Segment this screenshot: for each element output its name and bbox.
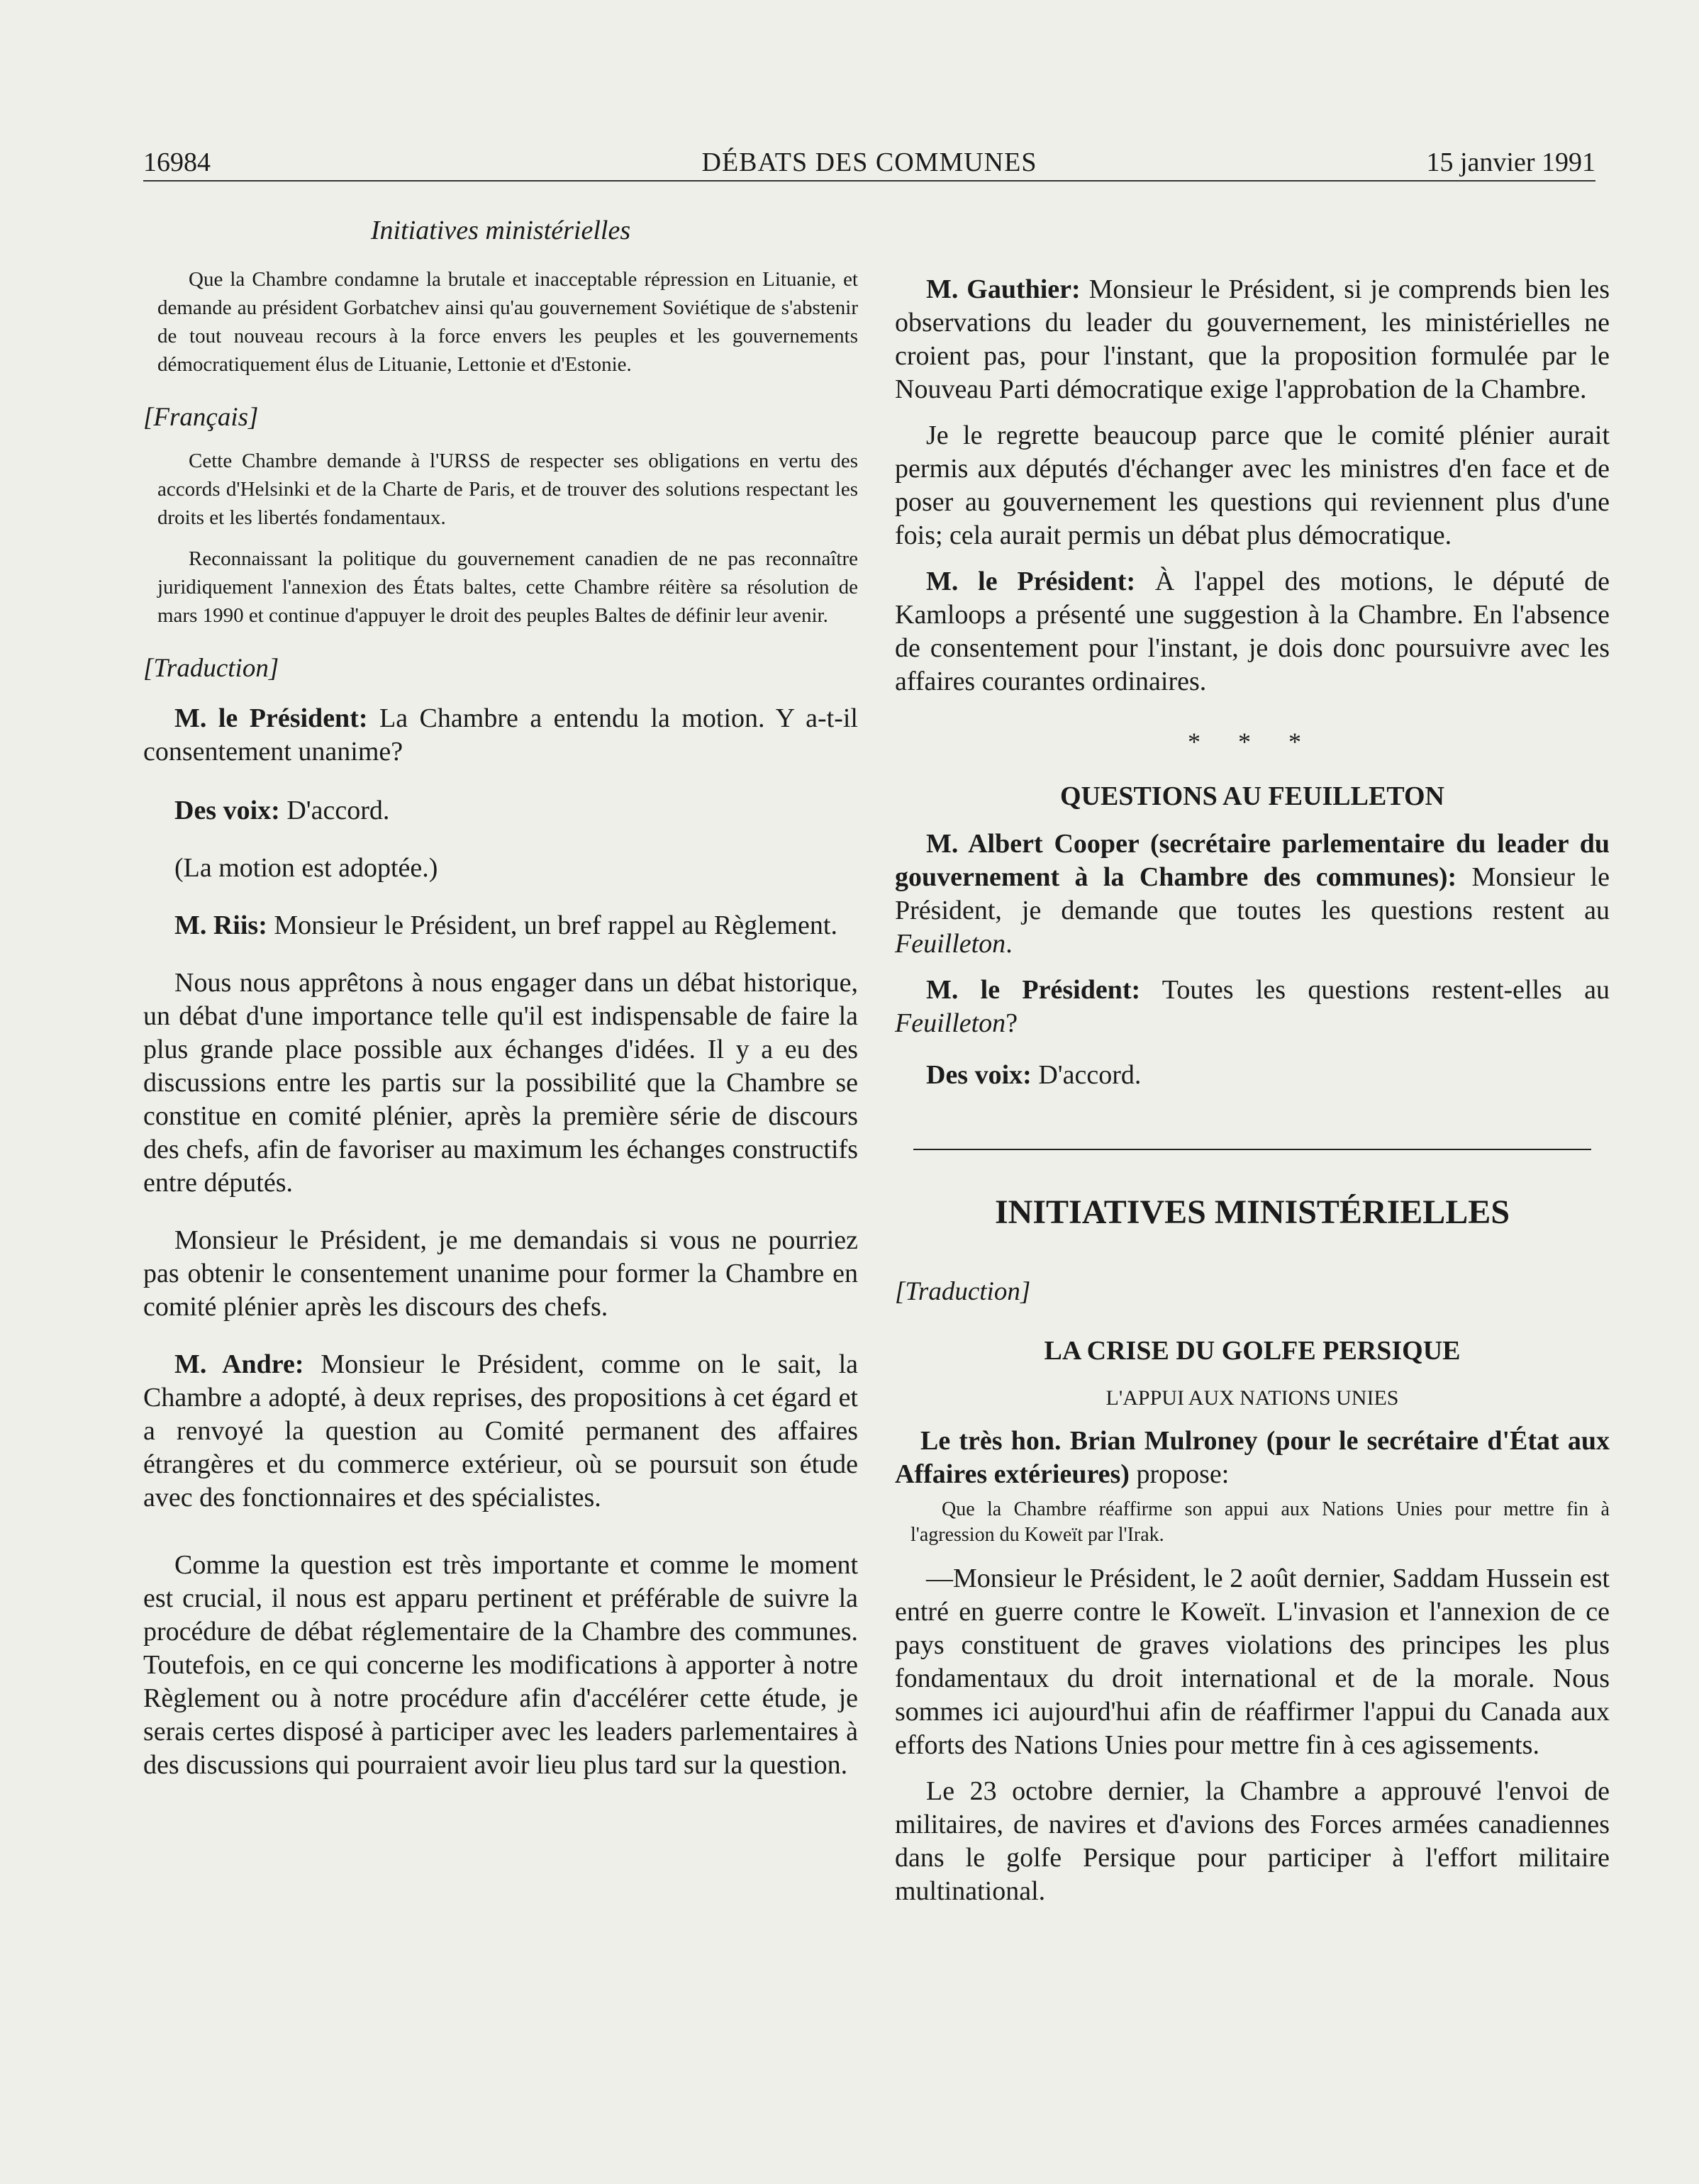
motion-french-1: Cette Chambre demande à l'URSS de respecter ses obligations en vertu des accords d'Helsinki et de la Charte de Paris, et de trouver des solutions respectant les droits et les libertés fondamentaux. <box>157 450 858 529</box>
section-separator: * * * <box>1188 728 1317 756</box>
page-number: 16984 <box>143 147 211 177</box>
speech-paragraph: M. le Président: À l'appel des motions, le député de Kamloops a présenté une suggestion à la Chambre. En l'absence de consentement pour l'instant, je dois donc poursuivre avec les affaires courantes ordinaires. <box>895 567 1610 696</box>
speech-paragraph: M. Riis: Monsieur le Président, un bref rappel au Règlement. <box>174 910 837 940</box>
section-title: INITIATIVES MINISTÉRIELLES <box>994 1193 1510 1231</box>
speaker-name: Le très hon. Brian Mulroney (pour le secrétaire d'État aux Affaires extérieures) <box>895 1426 1610 1489</box>
right-column <box>895 273 1610 1908</box>
section-heading: QUESTIONS AU FEUILLETON <box>1059 781 1445 811</box>
speaker-name: M. Gauthier: <box>926 274 1081 304</box>
horizontal-rule <box>913 1149 1591 1150</box>
speaker-name: M. Andre: <box>174 1349 304 1379</box>
speaker-name: Des voix: <box>926 1060 1032 1090</box>
speaker-name: M. le Président: <box>174 703 368 733</box>
speech-paragraph: M. le Président: Toutes les questions restent-elles au Feuilleton? <box>895 975 1610 1038</box>
speech-paragraph: Comme la question est très importante et comme le moment est crucial, il nous est apparu pertinent et préférable de suivre la procédure de débat réglementaire de la Chambre des communes. Toutefois, en ce qui concerne les modifications à apporter à notre Règlement ou à notre procédure afin d'accélérer cette étude, je serais certes disposé à participer avec les leaders parlementaires à des discussions qui pourraient avoir lieu plus tard sur la question. <box>143 1550 858 1780</box>
language-tag-francais: [Français] <box>143 403 259 432</box>
left-column <box>143 213 858 1782</box>
page-header <box>143 145 1595 182</box>
debate-title: LA CRISE DU GOLFE PERSIQUE <box>1044 1336 1461 1366</box>
speech-paragraph: Le 23 octobre dernier, la Chambre a approuvé l'envoi de militaires, de navires et d'avions des Forces armées canadiennes dans le golfe Persique pour participer à l'effort militaire multinational. <box>895 1776 1610 1906</box>
speech-paragraph: Monsieur le Président, je me demandais si vous ne pourriez pas obtenir le consentement unanime pour former la Chambre en comité plénier après les discours des chefs. <box>143 1225 858 1322</box>
speaker-name: M. Riis: <box>174 910 267 940</box>
speech-paragraph: Le très hon. Brian Mulroney (pour le secrétaire d'État aux Affaires extérieures) propose: <box>895 1426 1610 1489</box>
motion-french-2: Reconnaissant la politique du gouvernement canadien de ne pas reconnaître juridiquement l'annexion des États baltes, cette Chambre réitère sa résolution de mars 1990 et continue d'appuyer le droit des peuples Baltes de définir leur avenir. <box>157 547 858 627</box>
publication-title: DÉBATS DES COMMUNES <box>701 147 1037 177</box>
speech-paragraph: M. Albert Cooper (secrétaire parlementaire du leader du gouvernement à la Chambre des communes): Monsieur le Président, je demande que toutes les questions restent au Feuilleton. <box>895 829 1610 959</box>
speaker-name: M. le Président: <box>926 567 1136 596</box>
publication-date: 15 janvier 1991 <box>1426 147 1595 177</box>
language-tag-traduction: [Traduction] <box>895 1277 1031 1306</box>
speech-paragraph: Des voix: D'accord. <box>926 1060 1142 1090</box>
speech-paragraph: M. Gauthier: Monsieur le Président, si je comprends bien les observations du leader du gouvernement, les ministérielles ne croient pas, pour l'instant, que la proposition formulée par le Nouveau Parti démocratique exige l'approbation de la Chambre. <box>895 274 1610 404</box>
speech-paragraph: —Monsieur le Président, le 2 août dernier, Saddam Hussein est entré en guerre contre le Koweït. L'invasion et l'annexion de ce pays constituent de graves violations des principes les plus fondamentaux du droit international et de la morale. Nous sommes ici aujourd'hui afin de réaffirmer l'appui du Canada aux efforts des Nations Unies pour mettre fin à ces agissements. <box>895 1564 1610 1760</box>
procedural-note: (La motion est adoptée.) <box>174 853 438 883</box>
speaker-name: Des voix: <box>174 796 280 825</box>
speech-paragraph: Je le regrette beaucoup parce que le comité plénier aurait permis aux députés d'échanger avec les ministres d'en face et de poser au gouvernement les questions qui reviennent plus d'une fois; cela aurait permis un débat plus démocratique. <box>895 420 1610 550</box>
speaker-name: M. le Président: <box>926 975 1141 1005</box>
section-subheading: Initiatives ministérielles <box>370 216 631 245</box>
motion-text: Que la Chambre réaffirme son appui aux Nations Unies pour mettre fin à l'agression du Koweït par l'Irak. <box>910 1498 1610 1546</box>
motion-text: Que la Chambre condamne la brutale et inacceptable répression en Lituanie, et demande au président Gorbatchev ainsi qu'au gouvernement Soviétique de s'abstenir de tout nouveau recours à la force envers les peuples et les gouvernements démocratiquement élus de Lituanie, Lettonie et d'Estonie. <box>157 268 858 376</box>
speech-paragraph: Nous nous apprêtons à nous engager dans un débat historique, un débat d'une importance telle qu'il est indispensable de faire la plus grande place possible aux échanges d'idées. Il y a eu des discussions entre les partis sur la possibilité que la Chambre se constitue en comité plénier, après la première série de discours des chefs, afin de favoriser au maximum les échanges constructifs entre députés. <box>143 968 858 1198</box>
debate-subtitle: L'APPUI AUX NATIONS UNIES <box>1105 1386 1399 1410</box>
speaker-name: M. Albert Cooper (secrétaire parlementaire du leader du gouvernement à la Chambre des communes): <box>895 829 1610 892</box>
language-tag-traduction: [Traduction] <box>143 654 279 683</box>
speech-paragraph: M. le Président: La Chambre a entendu la motion. Y a-t-il consentement unanime? <box>143 703 858 767</box>
speech-paragraph: M. Andre: Monsieur le Président, comme on le sait, la Chambre a adopté, à deux reprises, des propositions à cet égard et a renvoyé la question au Comité permanent des affaires étrangères et du commerce extérieur, où se poursuit son étude avec des fonctionnaires et des spécialistes. <box>143 1349 858 1512</box>
speech-paragraph: Des voix: D'accord. <box>174 796 390 825</box>
